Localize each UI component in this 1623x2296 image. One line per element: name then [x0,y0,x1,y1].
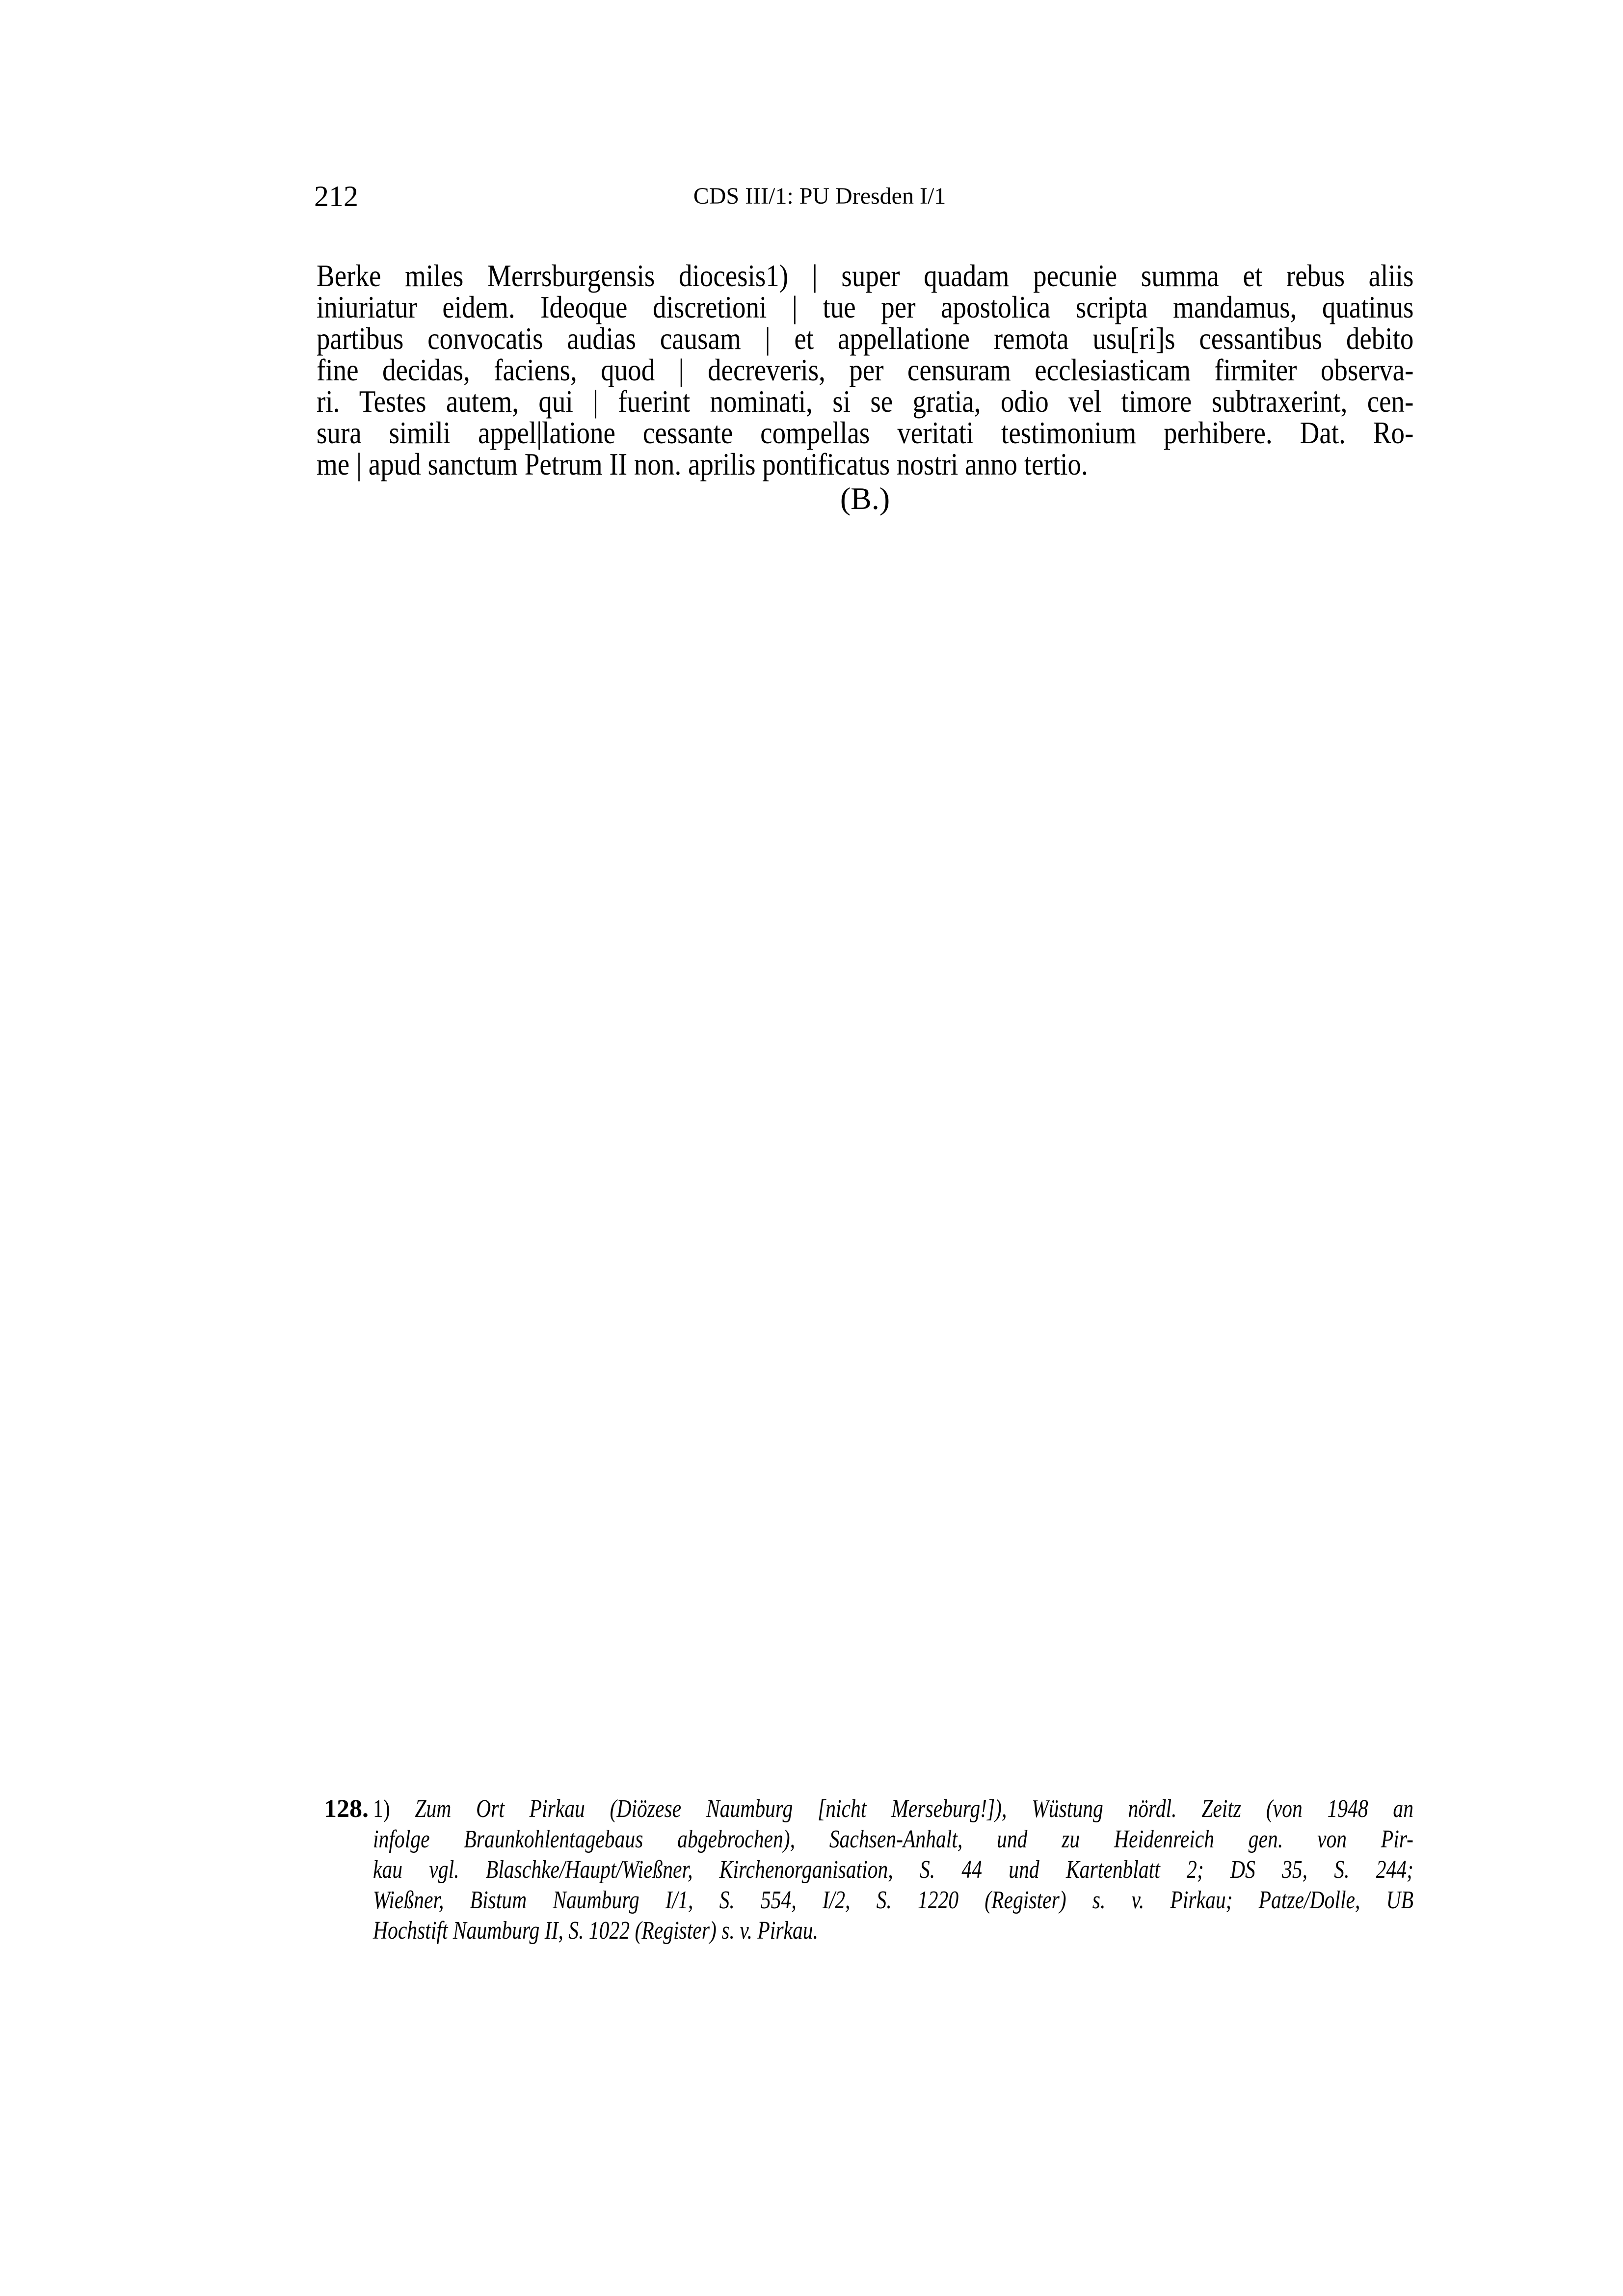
page-number: 212 [314,180,358,213]
footnote-marker: 1) [373,1795,390,1823]
running-title: CDS III/1: PU Dresden I/1 [693,183,946,209]
document-body [317,260,1413,517]
footnote-line [373,1794,1413,1824]
page-header [314,177,1413,216]
body-line: iniuriatur eidem. Ideoque discretioni | tue per apostolica scripta mandamus, quatinus [317,290,1414,324]
body-line: sura simili appel|latione cessante compellas veritati testimonium perhibere. Dat. Ro- [317,415,1414,450]
body-line: Berke miles Merrsburgensis diocesis1) | super quadam pecunie summa et rebus aliis [317,258,1414,293]
footnote-line: infolge Braunkohlentagebaus abgebrochen), Sachsen-Anhalt, und zu Heidenreich gen. von Pir- [373,1825,1413,1853]
footnote-body [373,1794,1413,1946]
body-line: partibus convocatis audias causam | et appellatione remota usu[ri]s cessantibus debito [317,321,1414,356]
footnote-block [324,1794,1413,1946]
footnote-document-number: 128. [324,1795,369,1823]
footnote-line: Hochstift Naumburg II, S. 1022 (Register) s. v. Pirkau. [373,1917,818,1945]
body-line: ri. Testes autem, qui | fuerint nominati, si se gratia, odio vel timore subtraxerint, cen- [317,384,1414,419]
body-line: fine decidas, faciens, quod | decreveris, per censuram ecclesiasticam firmiter observa- [317,352,1414,387]
footnote-line: kau vgl. Blaschke/Haupt/Wießner, Kirchenorganisation, S. 44 und Kartenblatt 2; DS 35, S. 244; [373,1856,1413,1884]
footnote-text: Zum Ort Pirkau (Diözese Naumburg [nicht Merseburg!]), Wüstung nördl. Zeitz (von 1948 an [415,1795,1413,1823]
footnote-line: Wießner, Bistum Naumburg I/1, S. 554, I/2, S. 1220 (Register) s. v. Pirkau; Patze/Dolle, UB [373,1886,1413,1914]
signature-mark: (B.) [840,481,890,516]
body-line: me | apud sanctum Petrum II non. aprilis pontificatus nostri anno tertio. [317,447,1088,481]
